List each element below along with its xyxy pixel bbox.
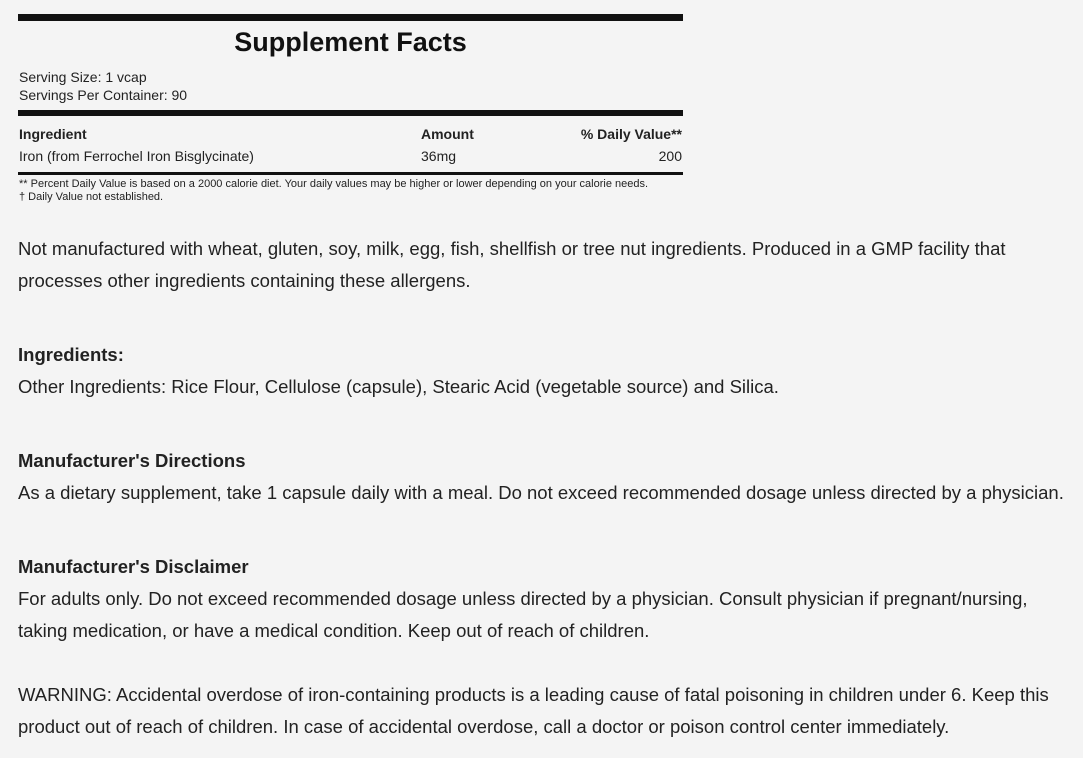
serving-info	[18, 68, 683, 104]
directions-text: As a dietary supplement, take 1 capsule daily with a meal. Do not exceed recommended dosage unless directed by a physician.	[18, 482, 1064, 503]
servings-per-container: Servings Per Container: 90	[19, 87, 188, 103]
product-details	[18, 233, 1068, 743]
disclaimer-text: For adults only. Do not exceed recommended dosage unless directed by a physician. Consult physician if pregnant/nursing, taking medication, or have a medical condition. Keep out of reach of children.	[18, 588, 1028, 641]
serving-size: Serving Size: 1 vcap	[19, 69, 147, 85]
ingredients-text: Other Ingredients: Rice Flour, Cellulose (capsule), Stearic Acid (vegetable source) and Silica.	[18, 376, 779, 397]
supplement-facts-panel	[18, 14, 683, 204]
ingredient-name: Iron (from Ferrochel Iron Bisglycinate)	[19, 148, 254, 164]
footnote-daily-value: ** Percent Daily Value is based on a 2000 calorie diet. Your daily values may be higher or lower depending on your calorie needs.	[19, 178, 649, 190]
facts-title: Supplement Facts	[234, 27, 467, 57]
footer-divider	[18, 172, 683, 175]
warning-text: WARNING: Accidental overdose of iron-containing products is a leading cause of fatal poisoning in children under 6. Keep this product out of reach of children. In case of accidental overdose, call a doctor or poison control center immediately.	[18, 684, 1049, 737]
footnote-not-established: † Daily Value not established.	[19, 191, 164, 203]
ingredients-heading: Ingredients:	[18, 344, 124, 365]
daily-value-column-header: % Daily Value**	[580, 126, 682, 142]
table-row	[18, 145, 683, 167]
ingredient-amount: 36mg	[421, 148, 457, 164]
disclaimer-heading: Manufacturer's Disclaimer	[18, 556, 249, 577]
facts-table-header	[18, 123, 683, 145]
directions-heading: Manufacturer's Directions	[18, 450, 246, 471]
facts-footnotes	[18, 178, 683, 204]
ingredient-daily-value: 200	[658, 148, 682, 164]
header-divider	[18, 110, 683, 116]
allergen-note: Not manufactured with wheat, gluten, soy, milk, egg, fish, shellfish or tree nut ingredients. Produced in a GMP facility that processes other ingredients containing these allergens.	[18, 238, 1006, 291]
amount-column-header: Amount	[421, 126, 474, 142]
top-divider	[18, 14, 683, 21]
ingredient-column-header: Ingredient	[19, 126, 87, 142]
